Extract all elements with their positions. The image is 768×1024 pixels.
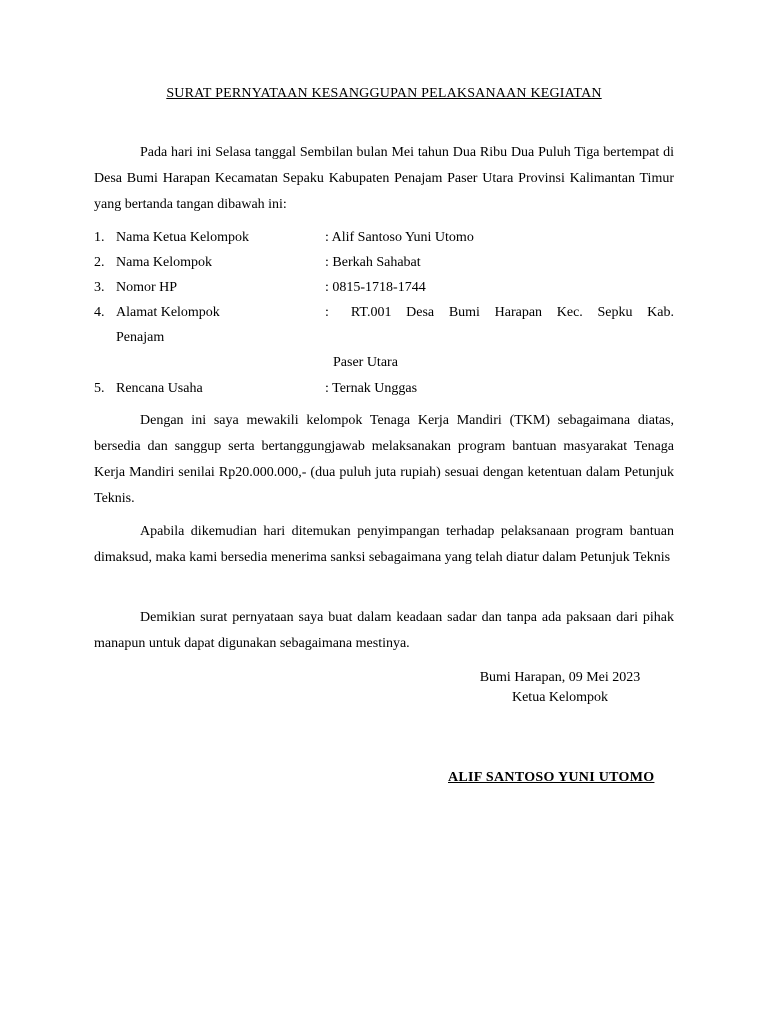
list-item-rencana-usaha [94,379,674,399]
list-label: Nama Kelompok [116,255,213,270]
signer-position: Ketua Kelompok [511,690,609,705]
list-value: : Berkah Sahabat [325,255,421,270]
opening-paragraph [94,140,674,218]
closing-text: Demikian surat pernyataan saya buat dalam keadaan sadar dan tanpa ada paksaan dari pihak manapun untuk dapat digunakan sebagaimana mestinya. [94,610,674,651]
list-item-nomor-hp [94,278,674,298]
list-number: 4. [94,305,105,320]
list-label: Nomor HP [116,280,178,295]
list-item-ketua [94,228,674,248]
list-label: Rencana Usaha [116,381,203,396]
list-number: 5. [94,381,105,396]
list-number: 2. [94,255,105,270]
opening-text: Pada hari ini Selasa tanggal Sembilan bulan Mei tahun Dua Ribu Dua Puluh Tiga bertempat di Desa Bumi Harapan Kecamatan Sepaku Kabupaten Penajam Paser Utara Provinsi Kalimantan Timur yang bertanda tangan dibawah ini: [94,145,674,212]
list-item-kelompok [94,253,674,273]
list-value: : Ternak Unggas [325,381,418,396]
signer-name: ALIF SANTOSO YUNI UTOMO [448,770,655,785]
list-number: 1. [94,230,105,245]
list-label: Nama Ketua Kelompok [116,230,249,245]
commitment-paragraph [94,408,674,512]
list-value [325,303,674,323]
place-date: Bumi Harapan, 09 Mei 2023 [479,670,641,685]
address-continuation: Penajam [116,330,165,345]
commitment-text: Dengan ini saya mewakili kelompok Tenaga Kerja Mandiri (TKM) sebagaimana diatas, bersedia dan sanggup serta bertanggungjawab melaksanakan program bantuan masyarakat Tenaga Kerja Mandiri senilai Rp20.000.000,- (dua puluh juta rupiah) sesuai dengan ketentuan dalam Petunjuk Teknis. [94,413,674,506]
address-continuation-2: Paser Utara [333,355,398,370]
sanction-text: Apabila dikemudian hari ditemukan penyimpangan terhadap pelaksanaan program bantuan dimaksud, maka kami bersedia menerima sanksi sebagaimana yang telah diatur dalam Petunjuk Teknis [94,524,674,565]
sanction-paragraph [94,519,674,571]
document-title: SURAT PERNYATAAN KESANGGUPAN PELAKSANAAN KEGIATAN [166,86,602,101]
list-label: Alamat Kelompok [116,305,220,320]
list-number: 3. [94,280,105,295]
list-value: : 0815-1718-1744 [325,280,426,295]
address-line-1: : RT.001 Desa Bumi Harapan Kec. Sepku Kab. [325,305,674,320]
list-item-alamat [94,303,674,323]
list-value: : Alif Santoso Yuni Utomo [325,230,474,245]
closing-paragraph [94,605,674,657]
